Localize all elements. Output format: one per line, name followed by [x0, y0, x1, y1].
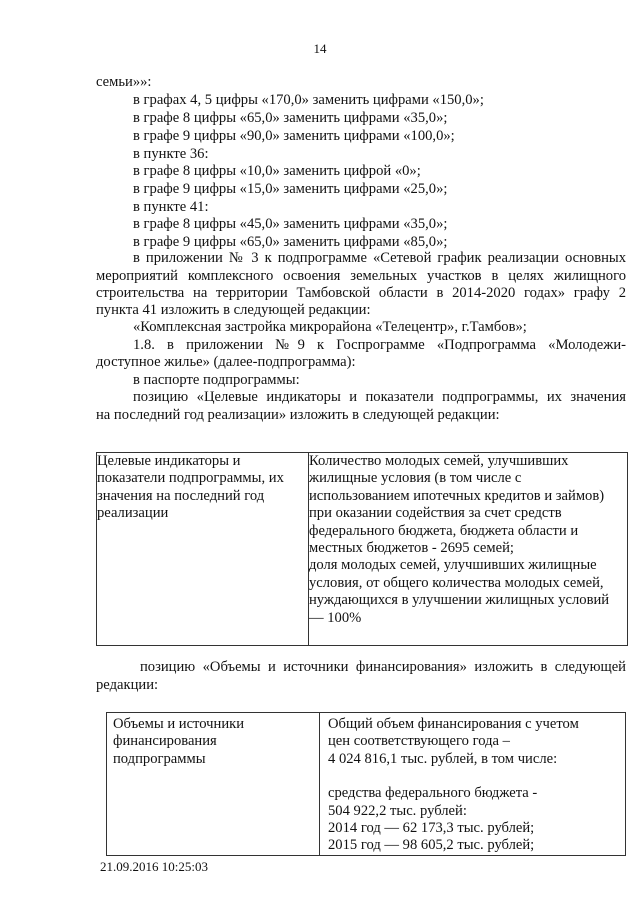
cell-line: Целевые индикаторы и [97, 453, 241, 469]
text-line: в графе 8 цифры «65,0» заменить цифрами «35,0»; [133, 110, 448, 126]
cell-line: 2015 год — 98 605,2 тыс. рублей; [328, 837, 535, 854]
text-line: позицию «Объемы и источники финансирования» изложить в следующей [140, 659, 626, 675]
text-line: доступное жилье» (далее-подпрограмма): [96, 354, 356, 370]
cell-line: нуждающихся в улучшении жилищных условий [309, 592, 610, 609]
cell-line [328, 768, 625, 785]
cell-line: финансирования [113, 733, 217, 750]
cell-line: значения на последний год [97, 487, 265, 504]
cell-line: — 100% [309, 609, 362, 626]
text-line: мероприятий комплексного освоения земельных участков в целях жилищного [96, 268, 626, 284]
cell-line: условия, от общего количества молодых семей, [309, 574, 604, 591]
cell-line: доля молодых семей, улучшивших жилищные [309, 557, 597, 574]
cell-line: жилищные условия (в том числе с [309, 470, 522, 487]
cell-line: использованием ипотечных кредитов и займов) [309, 487, 605, 504]
text-line: позицию «Целевые индикаторы и показатели подпрограммы, их значения [133, 389, 626, 405]
cell-line: 2014 год — 62 173,3 тыс. рублей; [328, 820, 535, 837]
cell-line: Количество молодых семей, улучшивших [309, 453, 569, 469]
financing-label-cell [107, 713, 320, 856]
cell-line: цен соответствующего года – [328, 733, 510, 750]
text-line: пункта 41 изложить в следующей редакции: [96, 302, 371, 318]
text-line: в приложении № 3 к подпрограмме «Сетевой график реализации основных [133, 250, 626, 266]
cell-line: Общий объем финансирования с учетом [328, 716, 579, 732]
text-line: в графе 8 цифры «45,0» заменить цифрами «35,0»; [133, 216, 448, 232]
financing-table [106, 712, 626, 856]
cell-line: при оказании содействия за счет средств [309, 505, 562, 522]
text-line: в графе 9 цифры «15,0» заменить цифрами «25,0»; [133, 181, 448, 197]
cell-line: 4 024 816,1 тыс. рублей, в том числе: [328, 750, 558, 767]
cell-line: федерального бюджета, бюджета области и [309, 522, 579, 539]
indicators-label-cell [97, 453, 309, 646]
cell-line: Объемы и источники [113, 716, 245, 732]
text-line: строительства на территории Тамбовской области в 2014-2020 годах» графу 2 [96, 285, 626, 301]
cell-line: реализации [97, 505, 169, 522]
cell-line: 504 922,2 тыс. рублей: [328, 802, 467, 819]
indicators-table [96, 452, 628, 646]
text-line: семьи»»: [96, 74, 152, 90]
text-line: в пункте 41: [133, 199, 209, 215]
indicators-value-cell [309, 453, 628, 646]
timestamp-footer: 21.09.2016 10:25:03 [100, 859, 208, 874]
text-line: в графе 9 цифры «90,0» заменить цифрами «100,0»; [133, 128, 455, 144]
cell-line: средства федерального бюджета - [328, 785, 538, 802]
text-line: в графах 4, 5 цифры «170,0» заменить цифрами «150,0»; [133, 92, 484, 108]
text-line: в графе 8 цифры «10,0» заменить цифрой «0»; [133, 163, 421, 179]
cell-line: подпрограммы [113, 750, 206, 767]
financing-value-cell [320, 713, 626, 856]
text-line: на последний год реализации» изложить в следующей редакции: [96, 407, 500, 423]
cell-line: местных бюджетов - 2695 семей; [309, 540, 514, 557]
cell-line: показатели подпрограммы, их [97, 470, 284, 487]
text-line: в паспорте подпрограммы: [133, 372, 300, 388]
text-line: редакции: [96, 677, 159, 693]
text-line: в пункте 36: [133, 146, 209, 162]
text-line: «Комплексная застройка микрорайона «Телецентр», г.Тамбов»; [133, 319, 527, 335]
text-line: в графе 9 цифры «65,0» заменить цифрами «85,0»; [133, 234, 448, 250]
page-number: 14 [313, 41, 327, 56]
text-line: 1.8. в приложении №9 к Госпрограмме «Подпрограмма «Молодежи- [133, 337, 626, 353]
